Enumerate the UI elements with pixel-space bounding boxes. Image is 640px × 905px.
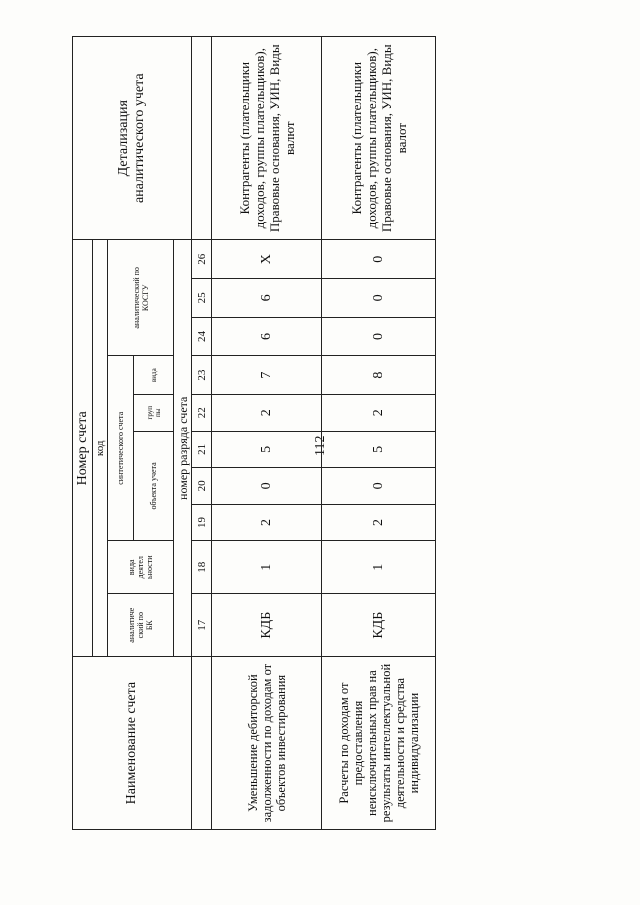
row-2-d26: 0 (322, 240, 436, 279)
row-1-d19: 2 (212, 504, 322, 541)
account-table (72, 36, 436, 830)
header-kind: вида (134, 356, 174, 395)
row-1-d24: 6 (212, 317, 322, 356)
row-2-name: Расчеты по доходам от предоставления неисключительных прав на результаты интеллектуальной деятельности и средства индивидуализации (322, 657, 436, 830)
header-activity-type: вида деятел ьности (108, 541, 174, 594)
rotated-table-frame (72, 36, 432, 830)
row-2-d25: 0 (322, 279, 436, 318)
row-2-d21: 5 (322, 431, 436, 468)
row-1-activity: 1 (212, 541, 322, 594)
page-number: 112 (313, 435, 328, 456)
row-2-bk: КДБ (322, 594, 436, 657)
row-1-d20: 0 (212, 468, 322, 505)
row-2-activity: 1 (322, 541, 436, 594)
row-1-bk: КДБ (212, 594, 322, 657)
row-1-d23: 7 (212, 356, 322, 395)
digit-23: 23 (192, 356, 212, 395)
digits-blank-detail (192, 37, 212, 240)
header-analytic-bk: аналитиче ский по БК (108, 594, 174, 657)
digits-blank-name (192, 657, 212, 830)
digit-18: 18 (192, 541, 212, 594)
header-digit-number: номер разряда счета (174, 240, 192, 657)
digit-21: 21 (192, 431, 212, 468)
row-1-d22: 2 (212, 394, 322, 431)
digit-19: 19 (192, 504, 212, 541)
row-2-d24: 0 (322, 317, 436, 356)
row-2-d20: 0 (322, 468, 436, 505)
row-2-d23: 8 (322, 356, 436, 395)
header-synthetic: синтетического счета (108, 356, 134, 541)
header-account-object: объекта учета (134, 431, 174, 541)
header-analytic-detail: Детализация аналитического учета (73, 37, 192, 240)
row-1-detail: Контрагенты (плательщики доходов, группы плательщиков), Правовые основания, УИН, Виды валют (212, 37, 322, 240)
table-row (322, 37, 436, 830)
digit-20: 20 (192, 468, 212, 505)
row-1-name: Уменьшение дебиторской задолженности по доходам от объектов инвестирования (212, 657, 322, 830)
digit-26: 26 (192, 240, 212, 279)
header-analytic-kosgu: аналитический по КОСГУ (108, 240, 174, 356)
digit-22: 22 (192, 394, 212, 431)
row-2-d22: 2 (322, 394, 436, 431)
header-account-name: Наименование счета (73, 657, 192, 830)
header-code: код (93, 240, 108, 657)
row-2-detail: Контрагенты (плательщики доходов, группы плательщиков), Правовые основания, УИН, Виды валот (322, 37, 436, 240)
digit-17: 17 (192, 594, 212, 657)
row-1-d21: 5 (212, 431, 322, 468)
digit-25: 25 (192, 279, 212, 318)
row-2-d19: 2 (322, 504, 436, 541)
header-account-number: Номер счета (73, 240, 93, 657)
table-row (212, 37, 322, 830)
row-1-d25: 6 (212, 279, 322, 318)
row-1-d26: X (212, 240, 322, 279)
digit-24: 24 (192, 317, 212, 356)
header-group: груп пы (134, 394, 174, 431)
